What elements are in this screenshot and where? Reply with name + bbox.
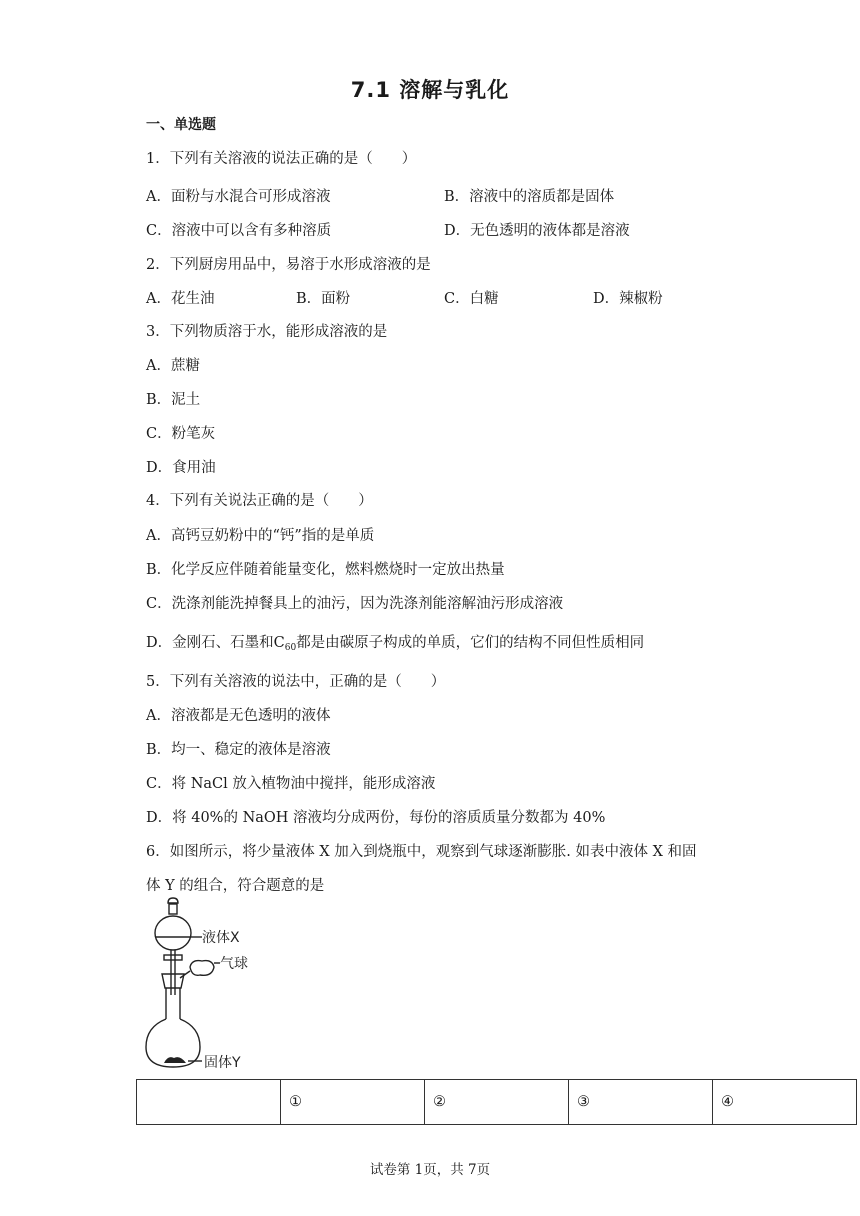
question-3-option-c: C．粉笔灰 [146,426,216,442]
question-3-stem: 3．下列物质溶于水，能形成溶液的是 [146,324,388,340]
question-3-option-d: D．食用油 [146,460,216,476]
question-2-option-d: D．辣椒粉 [593,291,663,307]
apparatus-diagram [140,895,265,1075]
question-4-option-d-post: 都是由碳原子构成的单质，它们的结构不同但性质相同 [296,635,645,651]
section-heading: 一、单选题 [146,117,216,133]
separatory-funnel [155,916,191,950]
question-2-option-b: B．面粉 [296,291,351,307]
flask-stopper [162,974,184,988]
table-cell-corner [137,1080,281,1125]
question-5-option-d: D．将 40%的 NaOH 溶液均分成两份，每份的溶质质量分数都为 40% [146,810,606,826]
question-5-option-a: A．溶液都是无色透明的液体 [146,708,331,724]
question-2-stem: 2．下列厨房用品中，易溶于水形成溶液的是 [146,257,431,273]
label-liquid-x: 液体X [202,930,240,946]
funnel-neck-top [169,904,177,914]
question-4-option-c: C．洗涤剂能洗掉餐具上的油污，因为洗涤剂能溶解油污形成溶液 [146,596,564,612]
label-solid-y: 固体Y [204,1055,241,1071]
table-cell-header-3: ③ [569,1080,713,1125]
question-1-stem: 1．下列有关溶液的说法正确的是（ ） [146,151,417,167]
funnel-stopper [168,898,178,903]
question-2-option-a: A．花生油 [146,291,215,307]
label-balloon: 气球 [220,956,248,972]
options-table [136,1079,857,1125]
page-footer: 试卷第 1页，共 7页 [369,1162,491,1178]
question-4-option-a: A．高钙豆奶粉中的“钙”指的是单质 [146,528,375,544]
solid-y-mark [164,1057,186,1063]
question-5-stem: 5．下列有关溶液的说法中，正确的是（ ） [146,674,446,690]
table-row [137,1080,857,1125]
question-6-stem-line1: 6．如图所示，将少量液体 X 加入到烧瓶中，观察到气球逐渐膨胀. 如表中液体 X 和固 [146,844,697,860]
question-5-option-b: B．均一、稳定的液体是溶液 [146,742,331,758]
question-1-option-c: C．溶液中可以含有多种溶质 [146,223,332,239]
question-3-option-a: A．蔗糖 [146,358,200,374]
balloon [190,961,214,976]
question-6-stem-line2: 体 Y 的组合，符合题意的是 [146,878,325,894]
question-5-option-c: C．将 NaCl 放入植物油中搅拌，能形成溶液 [146,776,436,792]
question-4-stem: 4．下列有关说法正确的是（ ） [146,493,373,509]
table-cell-header-1: ① [281,1080,425,1125]
question-2-option-c: C．白糖 [444,291,499,307]
table-cell-header-4: ④ [713,1080,857,1125]
question-1-option-b: B．溶液中的溶质都是固体 [444,189,615,205]
stopcock [164,955,182,960]
page-title: 7.1 溶解与乳化 [350,78,510,102]
c60-subscript: 60 [284,643,297,653]
question-1-option-a: A．面粉与水混合可形成溶液 [146,189,331,205]
question-3-option-b: B．泥土 [146,392,201,408]
question-4-option-d [146,631,644,653]
question-4-option-b: B．化学反应伴随着能量变化，燃料燃烧时一定放出热量 [146,562,505,578]
question-4-option-d-pre: D．金刚石、石墨和C [146,635,285,651]
question-1-option-d: D．无色透明的液体都是溶液 [444,223,630,239]
table-cell-header-2: ② [425,1080,569,1125]
